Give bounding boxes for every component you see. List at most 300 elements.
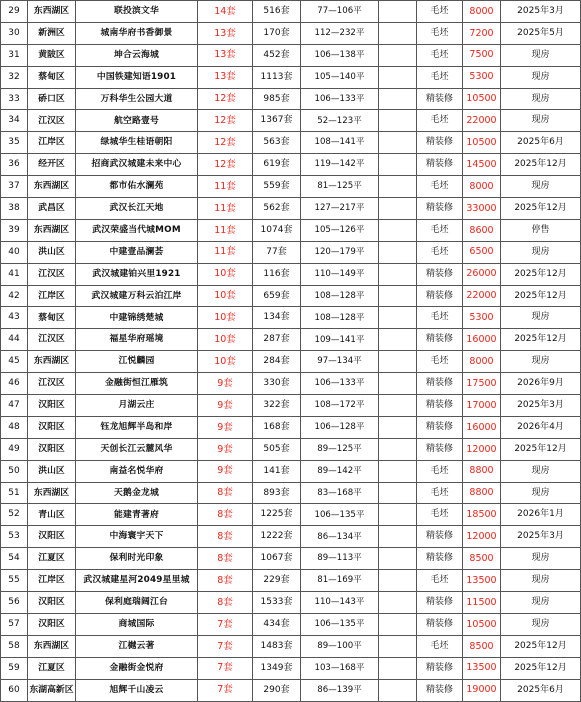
district-cell: 蔡甸区 xyxy=(28,66,76,88)
units-cell: 9套 xyxy=(198,395,253,417)
area-range-cell: 112—232平 xyxy=(301,22,379,44)
delivery-date-cell: 现房 xyxy=(501,351,581,373)
decoration-state-cell: 毛坯 xyxy=(417,1,463,23)
row-number: 51 xyxy=(1,482,28,504)
stock-cell: 168套 xyxy=(253,416,301,438)
decoration-state-cell: 毛坯 xyxy=(417,460,463,482)
area-range-cell: 106—138平 xyxy=(301,44,379,66)
area-range-cell: 86—134平 xyxy=(301,526,379,548)
delivery-date-cell: 现房 xyxy=(501,548,581,570)
blank-cell xyxy=(379,241,417,263)
units-cell: 8套 xyxy=(198,482,253,504)
district-cell: 汉阳区 xyxy=(28,592,76,614)
project-name-cell: 武汉荣盛当代城MOM xyxy=(76,219,198,241)
blank-cell xyxy=(379,395,417,417)
area-range-cell: 103—168平 xyxy=(301,657,379,679)
blank-cell xyxy=(379,351,417,373)
stock-cell: 1113套 xyxy=(253,66,301,88)
blank-cell xyxy=(379,329,417,351)
table-row xyxy=(1,416,581,438)
district-cell: 江汉区 xyxy=(28,110,76,132)
district-cell: 汉阳区 xyxy=(28,416,76,438)
stock-cell: 141套 xyxy=(253,460,301,482)
row-number: 48 xyxy=(1,416,28,438)
row-number: 31 xyxy=(1,44,28,66)
district-cell: 江汉区 xyxy=(28,373,76,395)
price-cell: 8000 xyxy=(463,176,501,198)
stock-cell: 1349套 xyxy=(253,657,301,679)
units-cell: 8套 xyxy=(198,548,253,570)
blank-cell xyxy=(379,219,417,241)
delivery-date-cell: 2026年1月 xyxy=(501,504,581,526)
delivery-date-cell: 2025年12月 xyxy=(501,657,581,679)
blank-cell xyxy=(379,1,417,23)
area-range-cell: 105—140平 xyxy=(301,66,379,88)
decoration-state-cell: 精装修 xyxy=(417,373,463,395)
decoration-state-cell: 毛坯 xyxy=(417,351,463,373)
stock-cell: 284套 xyxy=(253,351,301,373)
table-row xyxy=(1,132,581,154)
price-cell: 8000 xyxy=(463,1,501,23)
stock-cell: 452套 xyxy=(253,44,301,66)
project-name-cell: 中建锦绣楚城 xyxy=(76,307,198,329)
row-number: 53 xyxy=(1,526,28,548)
stock-cell: 1225套 xyxy=(253,504,301,526)
blank-cell xyxy=(379,285,417,307)
area-range-cell: 106—135平 xyxy=(301,504,379,526)
row-number: 41 xyxy=(1,263,28,285)
project-name-cell: 坤合云海城 xyxy=(76,44,198,66)
price-cell: 10500 xyxy=(463,88,501,110)
row-number: 46 xyxy=(1,373,28,395)
row-number: 44 xyxy=(1,329,28,351)
project-name-cell: 金融街金悦府 xyxy=(76,657,198,679)
blank-cell xyxy=(379,613,417,635)
price-cell: 7500 xyxy=(463,44,501,66)
stock-cell: 1074套 xyxy=(253,219,301,241)
price-cell: 8000 xyxy=(463,351,501,373)
blank-cell xyxy=(379,373,417,395)
delivery-date-cell: 2026年4月 xyxy=(501,416,581,438)
project-name-cell: 武汉城建星河2049星里城 xyxy=(76,570,198,592)
stock-cell: 322套 xyxy=(253,395,301,417)
delivery-date-cell: 现房 xyxy=(501,482,581,504)
row-number: 35 xyxy=(1,132,28,154)
row-number: 55 xyxy=(1,570,28,592)
units-cell: 9套 xyxy=(198,416,253,438)
delivery-date-cell: 现房 xyxy=(501,88,581,110)
blank-cell xyxy=(379,679,417,701)
decoration-state-cell: 精装修 xyxy=(417,416,463,438)
blank-cell xyxy=(379,307,417,329)
row-number: 32 xyxy=(1,66,28,88)
units-cell: 13套 xyxy=(198,22,253,44)
decoration-state-cell: 精装修 xyxy=(417,613,463,635)
decoration-state-cell: 毛坯 xyxy=(417,635,463,657)
area-range-cell: 108—128平 xyxy=(301,307,379,329)
decoration-state-cell: 精装修 xyxy=(417,263,463,285)
area-range-cell: 86—139平 xyxy=(301,679,379,701)
area-range-cell: 89—125平 xyxy=(301,438,379,460)
price-cell: 11500 xyxy=(463,592,501,614)
delivery-date-cell: 2025年3月 xyxy=(501,526,581,548)
units-cell: 7套 xyxy=(198,657,253,679)
area-range-cell: 106—133平 xyxy=(301,88,379,110)
blank-cell xyxy=(379,592,417,614)
units-cell: 10套 xyxy=(198,351,253,373)
row-number: 49 xyxy=(1,438,28,460)
decoration-state-cell: 毛坯 xyxy=(417,504,463,526)
blank-cell xyxy=(379,88,417,110)
area-range-cell: 105—126平 xyxy=(301,219,379,241)
area-range-cell: 89—113平 xyxy=(301,548,379,570)
price-cell: 22000 xyxy=(463,110,501,132)
units-cell: 10套 xyxy=(198,263,253,285)
price-cell: 14500 xyxy=(463,154,501,176)
units-cell: 9套 xyxy=(198,460,253,482)
row-number: 39 xyxy=(1,219,28,241)
district-cell: 经开区 xyxy=(28,154,76,176)
district-cell: 江汉区 xyxy=(28,329,76,351)
row-number: 50 xyxy=(1,460,28,482)
price-cell: 8600 xyxy=(463,219,501,241)
row-number: 45 xyxy=(1,351,28,373)
delivery-date-cell: 现房 xyxy=(501,460,581,482)
table-row xyxy=(1,329,581,351)
table-row xyxy=(1,241,581,263)
district-cell: 东西湖区 xyxy=(28,219,76,241)
row-number: 47 xyxy=(1,395,28,417)
blank-cell xyxy=(379,526,417,548)
units-cell: 12套 xyxy=(198,110,253,132)
units-cell: 7套 xyxy=(198,679,253,701)
stock-cell: 516套 xyxy=(253,1,301,23)
project-name-cell: 月湖云庄 xyxy=(76,395,198,417)
delivery-date-cell: 现房 xyxy=(501,613,581,635)
blank-cell xyxy=(379,154,417,176)
delivery-date-cell: 现房 xyxy=(501,110,581,132)
price-cell: 26000 xyxy=(463,263,501,285)
delivery-date-cell: 2025年6月 xyxy=(501,132,581,154)
project-name-cell: 天鹅金龙城 xyxy=(76,482,198,504)
district-cell: 东湖高新区 xyxy=(28,679,76,701)
project-name-cell: 绿城华生桂语朝阳 xyxy=(76,132,198,154)
district-cell: 汉阳区 xyxy=(28,526,76,548)
stock-cell: 116套 xyxy=(253,263,301,285)
units-cell: 8套 xyxy=(198,526,253,548)
table-row xyxy=(1,198,581,220)
project-name-cell: 武汉城建万科云泊江岸 xyxy=(76,285,198,307)
district-cell: 硚口区 xyxy=(28,88,76,110)
delivery-date-cell: 2025年12月 xyxy=(501,263,581,285)
area-range-cell: 110—143平 xyxy=(301,592,379,614)
project-name-cell: 中海寰宇天下 xyxy=(76,526,198,548)
district-cell: 江夏区 xyxy=(28,548,76,570)
row-number: 34 xyxy=(1,110,28,132)
table-row xyxy=(1,219,581,241)
units-cell: 12套 xyxy=(198,88,253,110)
decoration-state-cell: 精装修 xyxy=(417,154,463,176)
table-row xyxy=(1,482,581,504)
district-cell: 东西湖区 xyxy=(28,635,76,657)
stock-cell: 619套 xyxy=(253,154,301,176)
row-number: 42 xyxy=(1,285,28,307)
project-name-cell: 天创长江云麓风华 xyxy=(76,438,198,460)
delivery-date-cell: 现房 xyxy=(501,570,581,592)
area-range-cell: 89—100平 xyxy=(301,635,379,657)
blank-cell xyxy=(379,110,417,132)
decoration-state-cell: 精装修 xyxy=(417,438,463,460)
stock-cell: 659套 xyxy=(253,285,301,307)
blank-cell xyxy=(379,22,417,44)
stock-cell: 1533套 xyxy=(253,592,301,614)
price-cell: 8500 xyxy=(463,635,501,657)
units-cell: 10套 xyxy=(198,285,253,307)
area-range-cell: 106—128平 xyxy=(301,416,379,438)
blank-cell xyxy=(379,504,417,526)
decoration-state-cell: 精装修 xyxy=(417,132,463,154)
table-row xyxy=(1,548,581,570)
delivery-date-cell: 现房 xyxy=(501,241,581,263)
units-cell: 8套 xyxy=(198,504,253,526)
decoration-state-cell: 精装修 xyxy=(417,329,463,351)
price-cell: 19000 xyxy=(463,679,501,701)
decoration-state-cell: 毛坯 xyxy=(417,176,463,198)
area-range-cell: 81—169平 xyxy=(301,570,379,592)
project-name-cell: 中国铁建知语1901 xyxy=(76,66,198,88)
project-name-cell: 武汉长江天地 xyxy=(76,198,198,220)
stock-cell: 562套 xyxy=(253,198,301,220)
project-name-cell: 南益名悦华府 xyxy=(76,460,198,482)
price-cell: 17000 xyxy=(463,395,501,417)
blank-cell xyxy=(379,416,417,438)
project-name-cell: 武汉城建铂兴里1921 xyxy=(76,263,198,285)
district-cell: 汉阳区 xyxy=(28,613,76,635)
project-name-cell: 中建壹品澜荟 xyxy=(76,241,198,263)
delivery-date-cell: 现房 xyxy=(501,66,581,88)
project-name-cell: 保利时光印象 xyxy=(76,548,198,570)
row-number: 52 xyxy=(1,504,28,526)
blank-cell xyxy=(379,263,417,285)
decoration-state-cell: 精装修 xyxy=(417,679,463,701)
blank-cell xyxy=(379,176,417,198)
row-number: 43 xyxy=(1,307,28,329)
area-range-cell: 52—123平 xyxy=(301,110,379,132)
area-range-cell: 77—106平 xyxy=(301,1,379,23)
price-cell: 5300 xyxy=(463,307,501,329)
area-range-cell: 108—141平 xyxy=(301,132,379,154)
price-cell: 12000 xyxy=(463,526,501,548)
district-cell: 江岸区 xyxy=(28,132,76,154)
table-row xyxy=(1,395,581,417)
area-range-cell: 106—133平 xyxy=(301,373,379,395)
area-range-cell: 108—172平 xyxy=(301,395,379,417)
table-row xyxy=(1,263,581,285)
delivery-date-cell: 2025年12月 xyxy=(501,329,581,351)
stock-cell: 893套 xyxy=(253,482,301,504)
units-cell: 11套 xyxy=(198,198,253,220)
price-cell: 6500 xyxy=(463,241,501,263)
project-name-cell: 招商武汉城建未来中心 xyxy=(76,154,198,176)
delivery-date-cell: 停售 xyxy=(501,219,581,241)
project-name-cell: 都市佑水澜苑 xyxy=(76,176,198,198)
district-cell: 洪山区 xyxy=(28,460,76,482)
district-cell: 东西湖区 xyxy=(28,351,76,373)
blank-cell xyxy=(379,482,417,504)
delivery-date-cell: 2025年12月 xyxy=(501,285,581,307)
decoration-state-cell: 毛坯 xyxy=(417,66,463,88)
district-cell: 江汉区 xyxy=(28,263,76,285)
blank-cell xyxy=(379,132,417,154)
delivery-date-cell: 现房 xyxy=(501,307,581,329)
table-row xyxy=(1,88,581,110)
price-cell: 7200 xyxy=(463,22,501,44)
decoration-state-cell: 精装修 xyxy=(417,548,463,570)
stock-cell: 229套 xyxy=(253,570,301,592)
stock-cell: 1222套 xyxy=(253,526,301,548)
price-cell: 13500 xyxy=(463,570,501,592)
project-name-cell: 金融街恒江雁筑 xyxy=(76,373,198,395)
project-name-cell: 联投滨文华 xyxy=(76,1,198,23)
district-cell: 汉阳区 xyxy=(28,395,76,417)
decoration-state-cell: 精装修 xyxy=(417,198,463,220)
area-range-cell: 120—179平 xyxy=(301,241,379,263)
stock-cell: 1483套 xyxy=(253,635,301,657)
district-cell: 东西湖区 xyxy=(28,176,76,198)
project-name-cell: 钰龙旭辉半岛和岸 xyxy=(76,416,198,438)
delivery-date-cell: 现房 xyxy=(501,592,581,614)
units-cell: 7套 xyxy=(198,613,253,635)
price-cell: 8800 xyxy=(463,482,501,504)
blank-cell xyxy=(379,438,417,460)
blank-cell xyxy=(379,548,417,570)
row-number: 33 xyxy=(1,88,28,110)
blank-cell xyxy=(379,198,417,220)
delivery-date-cell: 现房 xyxy=(501,44,581,66)
table-row xyxy=(1,66,581,88)
decoration-state-cell: 精装修 xyxy=(417,592,463,614)
decoration-state-cell: 毛坯 xyxy=(417,570,463,592)
district-cell: 武昌区 xyxy=(28,198,76,220)
price-cell: 17500 xyxy=(463,373,501,395)
units-cell: 11套 xyxy=(198,241,253,263)
stock-cell: 77套 xyxy=(253,241,301,263)
stock-cell: 287套 xyxy=(253,329,301,351)
price-cell: 33000 xyxy=(463,198,501,220)
stock-cell: 1067套 xyxy=(253,548,301,570)
district-cell: 黄陂区 xyxy=(28,44,76,66)
area-range-cell: 108—128平 xyxy=(301,285,379,307)
units-cell: 10套 xyxy=(198,307,253,329)
project-name-cell: 商城国际 xyxy=(76,613,198,635)
price-cell: 5300 xyxy=(463,66,501,88)
stock-cell: 434套 xyxy=(253,613,301,635)
price-cell: 13500 xyxy=(463,657,501,679)
delivery-date-cell: 2025年3月 xyxy=(501,1,581,23)
price-cell: 8500 xyxy=(463,548,501,570)
table-row xyxy=(1,613,581,635)
row-number: 29 xyxy=(1,1,28,23)
delivery-date-cell: 2025年12月 xyxy=(501,154,581,176)
table-row xyxy=(1,373,581,395)
blank-cell xyxy=(379,44,417,66)
table-row xyxy=(1,570,581,592)
decoration-state-cell: 毛坯 xyxy=(417,307,463,329)
district-cell: 汉阳区 xyxy=(28,438,76,460)
price-cell: 10500 xyxy=(463,613,501,635)
stock-cell: 559套 xyxy=(253,176,301,198)
row-number: 60 xyxy=(1,679,28,701)
units-cell: 11套 xyxy=(198,219,253,241)
stock-cell: 505套 xyxy=(253,438,301,460)
table-row xyxy=(1,592,581,614)
table-row xyxy=(1,635,581,657)
project-name-cell: 城南华府书香御景 xyxy=(76,22,198,44)
delivery-date-cell: 2025年12月 xyxy=(501,438,581,460)
decoration-state-cell: 精装修 xyxy=(417,285,463,307)
blank-cell xyxy=(379,635,417,657)
area-range-cell: 109—141平 xyxy=(301,329,379,351)
price-cell: 22000 xyxy=(463,285,501,307)
district-cell: 东西湖区 xyxy=(28,1,76,23)
units-cell: 12套 xyxy=(198,154,253,176)
units-cell: 11套 xyxy=(198,176,253,198)
table-row xyxy=(1,154,581,176)
decoration-state-cell: 精装修 xyxy=(417,395,463,417)
delivery-date-cell: 2025年6月 xyxy=(501,679,581,701)
table-row xyxy=(1,657,581,679)
decoration-state-cell: 毛坯 xyxy=(417,44,463,66)
row-number: 36 xyxy=(1,154,28,176)
project-name-cell: 万科华生公园大道 xyxy=(76,88,198,110)
row-number: 57 xyxy=(1,613,28,635)
decoration-state-cell: 毛坯 xyxy=(417,482,463,504)
project-name-cell: 江樾云著 xyxy=(76,635,198,657)
row-number: 56 xyxy=(1,592,28,614)
row-number: 40 xyxy=(1,241,28,263)
area-range-cell: 97—134平 xyxy=(301,351,379,373)
units-cell: 9套 xyxy=(198,438,253,460)
area-range-cell: 83—168平 xyxy=(301,482,379,504)
table-row xyxy=(1,22,581,44)
table-row xyxy=(1,351,581,373)
decoration-state-cell: 精装修 xyxy=(417,88,463,110)
stock-cell: 134套 xyxy=(253,307,301,329)
delivery-date-cell: 2025年12月 xyxy=(501,198,581,220)
district-cell: 青山区 xyxy=(28,504,76,526)
project-name-cell: 福星华府瑶境 xyxy=(76,329,198,351)
units-cell: 13套 xyxy=(198,66,253,88)
units-cell: 14套 xyxy=(198,1,253,23)
table-row xyxy=(1,1,581,23)
units-cell: 7套 xyxy=(198,635,253,657)
stock-cell: 290套 xyxy=(253,679,301,701)
district-cell: 蔡甸区 xyxy=(28,307,76,329)
stock-cell: 563套 xyxy=(253,132,301,154)
price-cell: 16000 xyxy=(463,329,501,351)
blank-cell xyxy=(379,460,417,482)
table-row xyxy=(1,44,581,66)
delivery-date-cell: 2025年3月 xyxy=(501,395,581,417)
district-cell: 洪山区 xyxy=(28,241,76,263)
delivery-date-cell: 现房 xyxy=(501,176,581,198)
price-cell: 10500 xyxy=(463,132,501,154)
table-body xyxy=(1,1,581,702)
row-number: 30 xyxy=(1,22,28,44)
table-row xyxy=(1,438,581,460)
table-row xyxy=(1,285,581,307)
price-cell: 16000 xyxy=(463,416,501,438)
